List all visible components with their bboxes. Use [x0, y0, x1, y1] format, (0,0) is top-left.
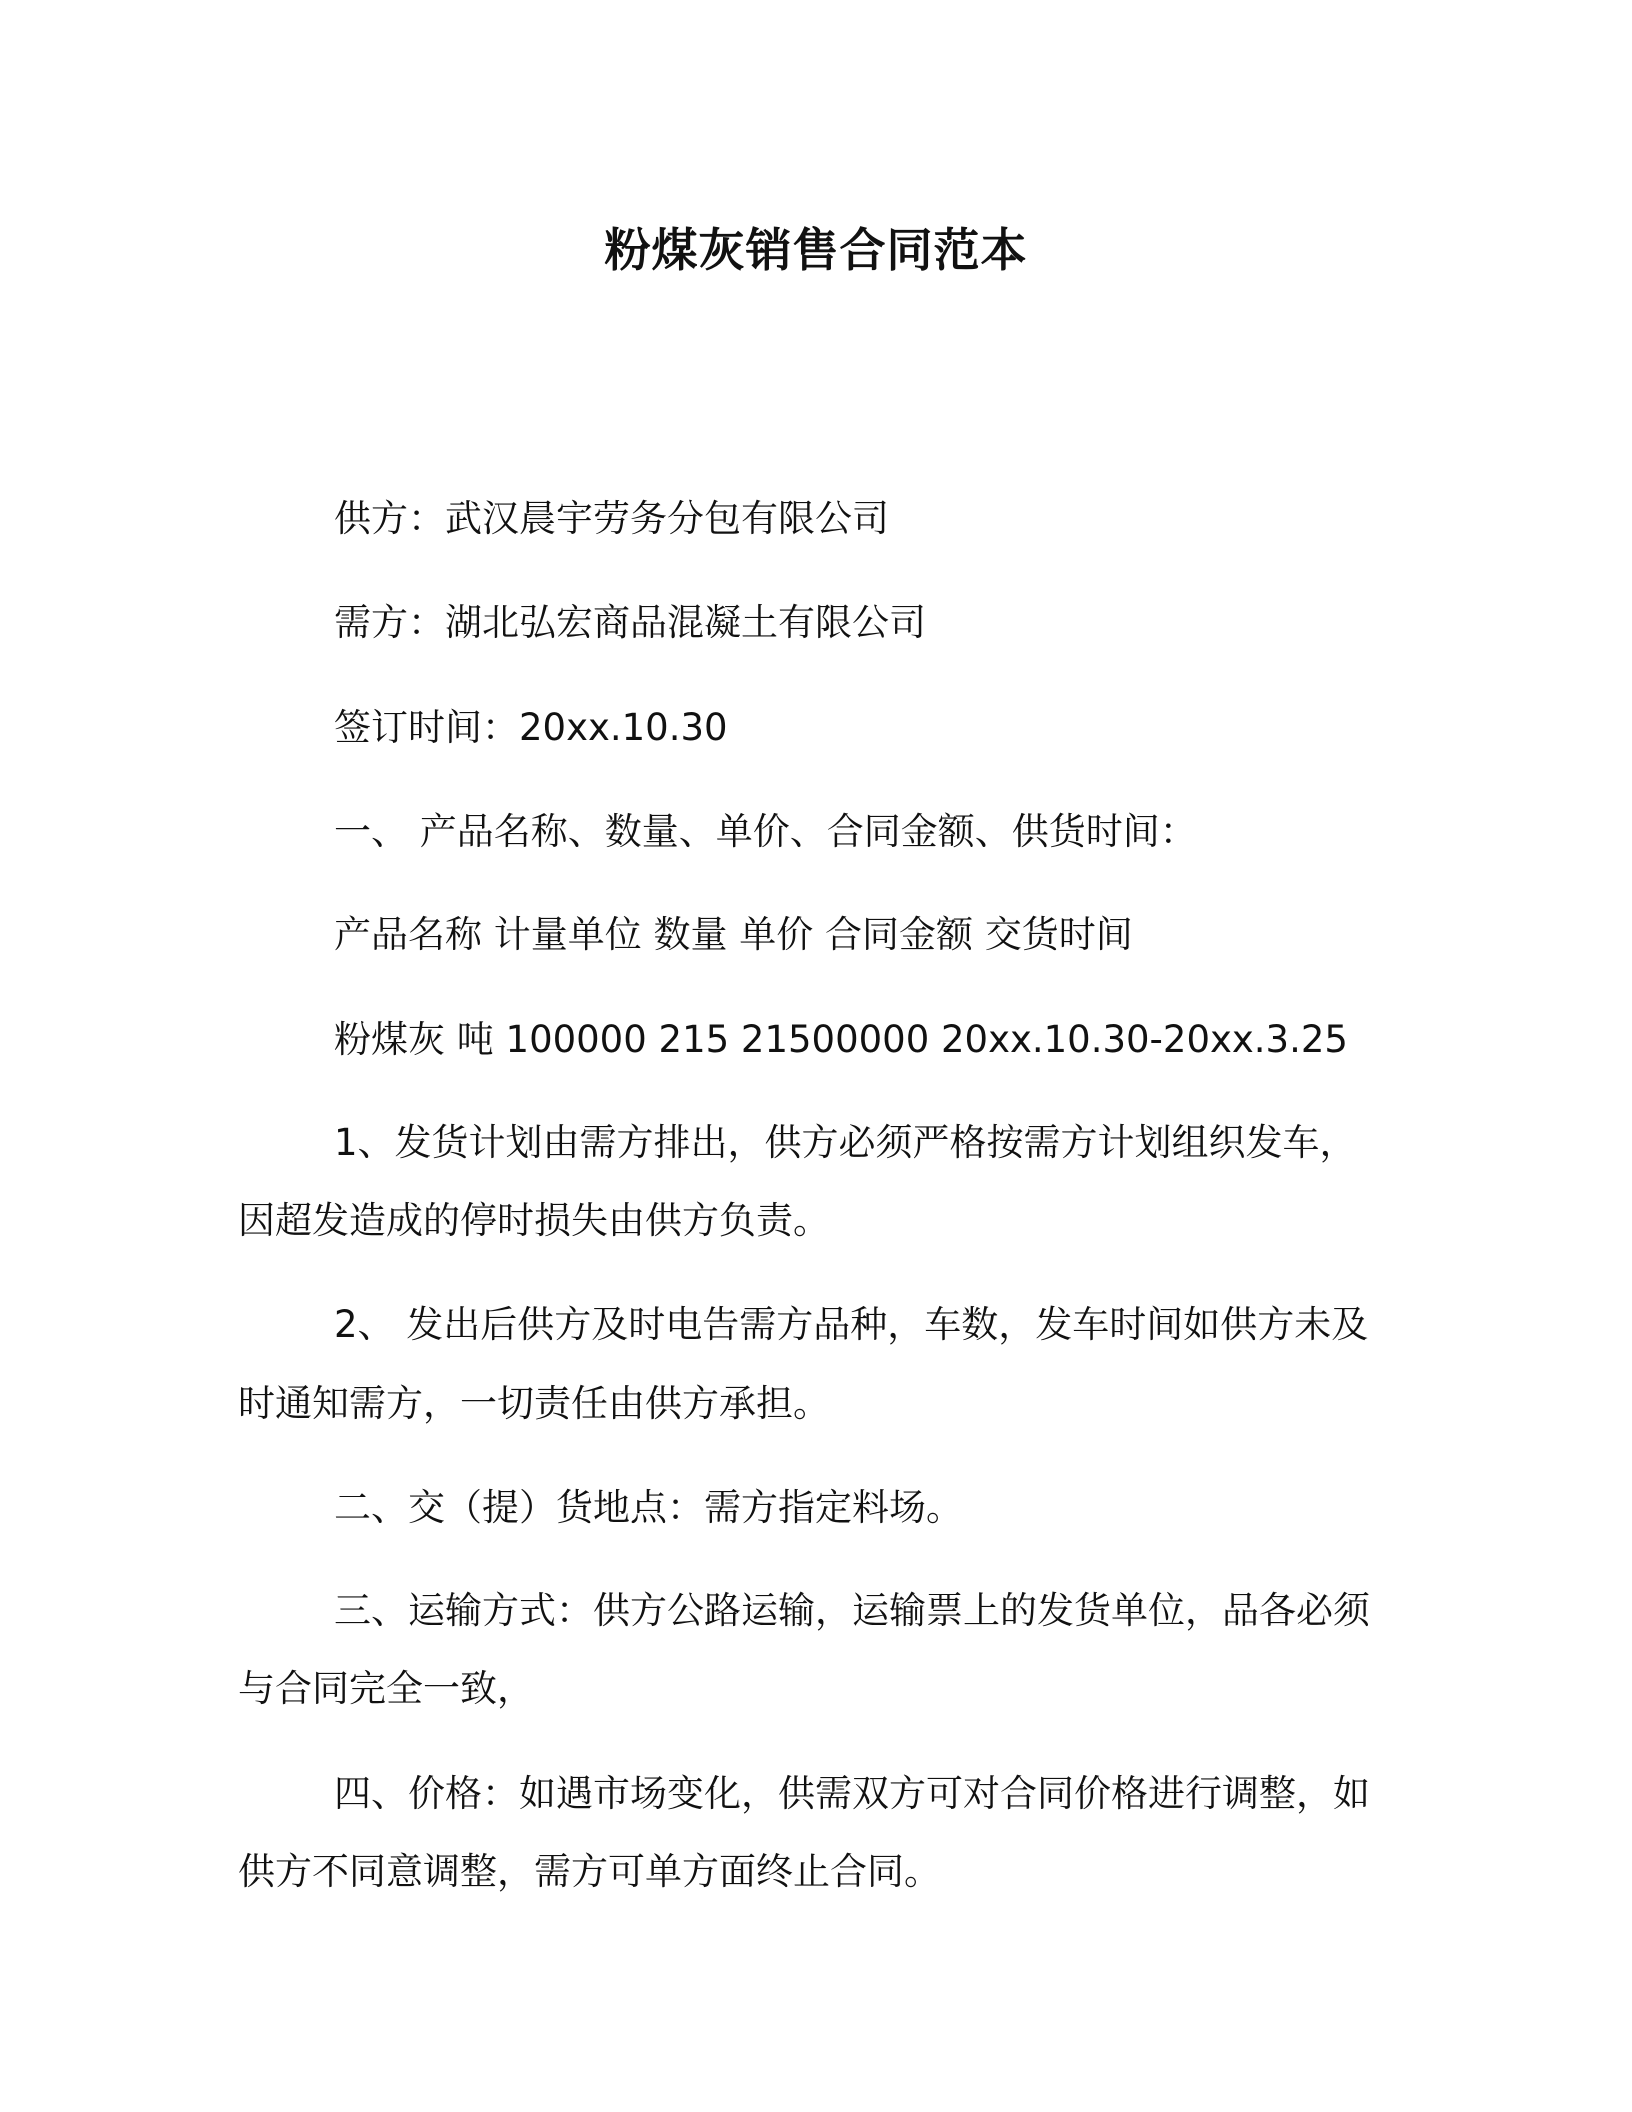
clause2-line1: 2、 发出后供方及时电告需方品种，车数，发车时间如供方未及 [334, 1303, 1369, 1346]
section1-heading: 一、 产品名称、数量、单价、合同金额、供货时间： [334, 810, 1197, 853]
buyer-line: 需方：湖北弘宏商品混凝土有限公司 [334, 601, 926, 644]
product-table-header: 产品名称 计量单位 数量 单价 合同金额 交货时间 [334, 913, 1133, 956]
section4-line1: 四、价格：如遇市场变化，供需双方可对合同价格进行调整，如 [334, 1772, 1370, 1815]
supplier-line: 供方：武汉晨宇劳务分包有限公司 [334, 497, 889, 540]
product-table-row: 粉煤灰 吨 100000 215 21500000 20xx.10.30-20xx.3.25 [334, 1018, 1348, 1061]
document-title: 粉煤灰销售合同范本 [604, 223, 1028, 277]
clause2-line2: 时通知需方，一切责任由供方承担。 [238, 1382, 830, 1425]
clause1-line1: 1、发货计划由需方排出，供方必须严格按需方计划组织发车， [334, 1121, 1357, 1164]
section3-line2: 与合同完全一致， [238, 1667, 534, 1710]
clause1-line2: 因超发造成的停时损失由供方负责。 [238, 1199, 830, 1242]
section2-delivery-location: 二、交（提）货地点：需方指定料场。 [334, 1486, 963, 1529]
section4-line2: 供方不同意调整，需方可单方面终止合同。 [238, 1850, 941, 1893]
sign-date-line: 签订时间：20xx.10.30 [334, 706, 728, 749]
section3-line1: 三、运输方式：供方公路运输，运输票上的发货单位，品各必须 [334, 1589, 1370, 1632]
